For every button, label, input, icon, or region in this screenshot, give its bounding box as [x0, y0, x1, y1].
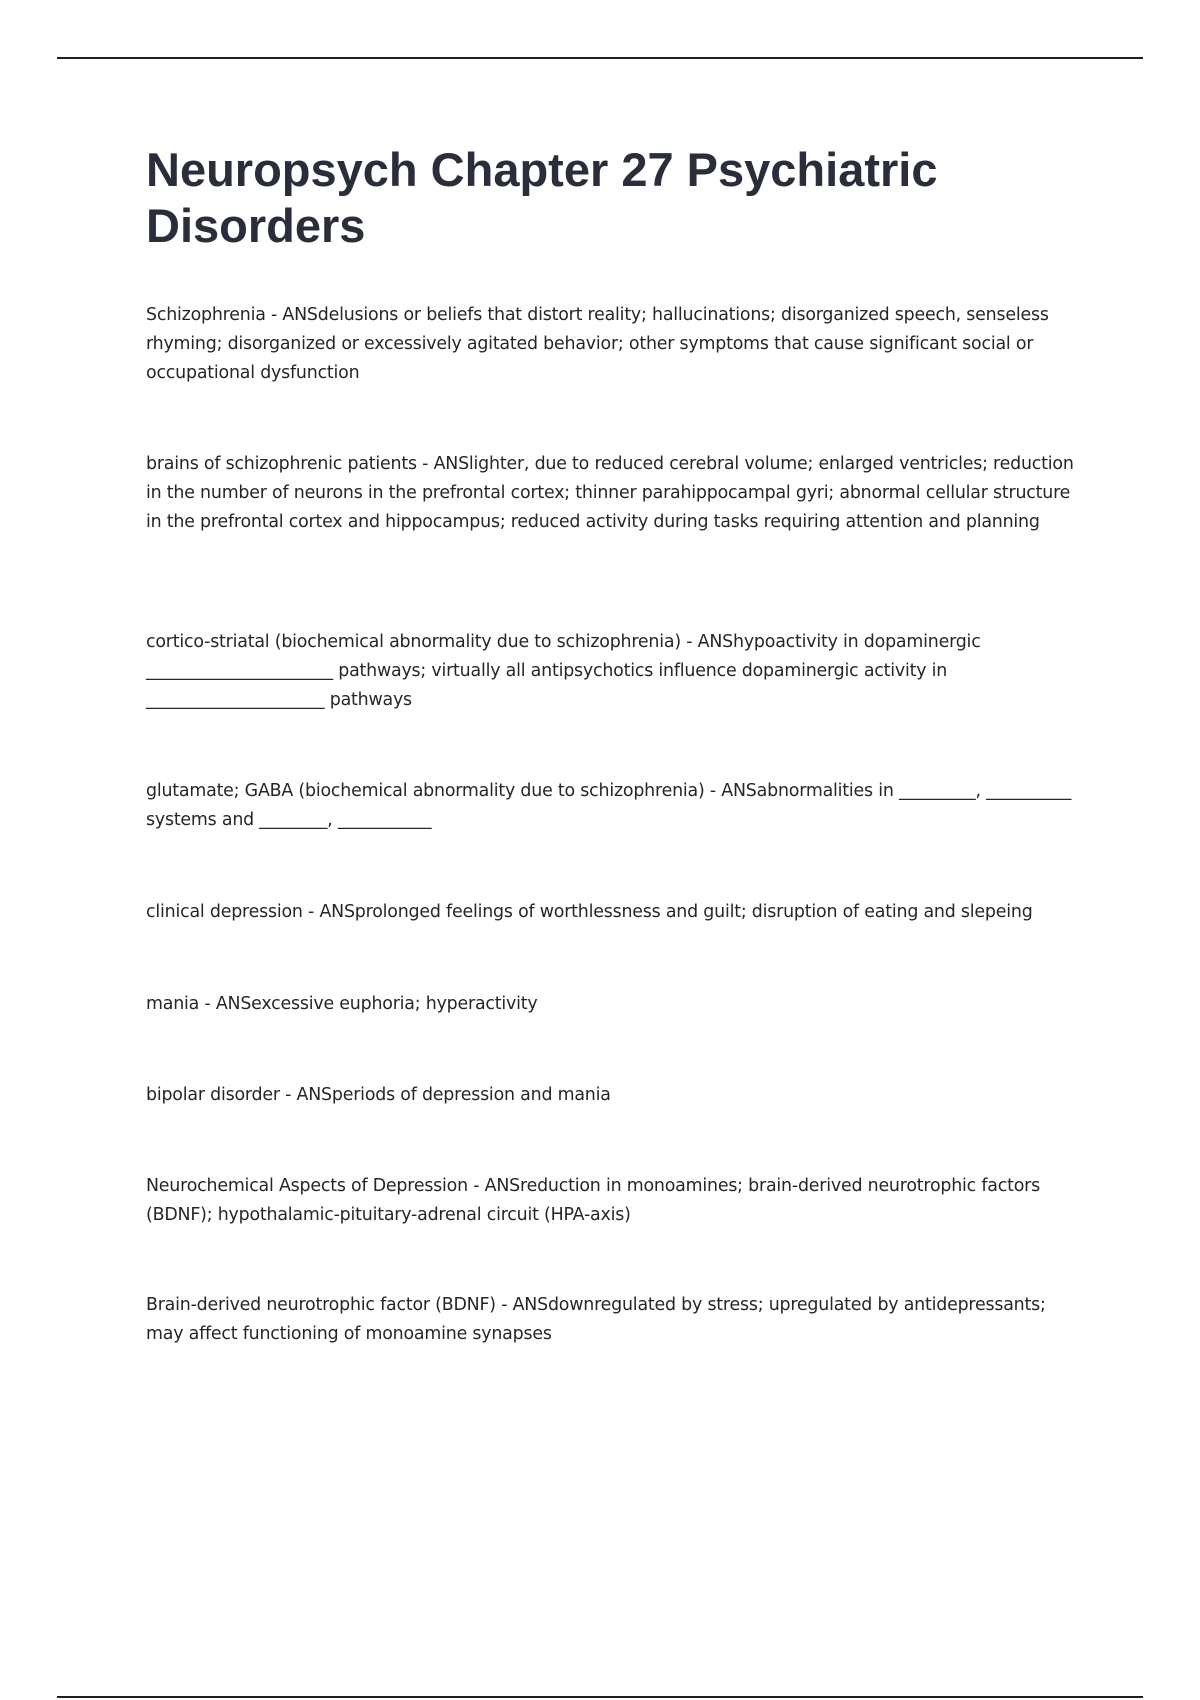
flashcard-entry-bdnf: Brain-derived neurotrophic factor (BDNF) - ANSdownregulated by stress; upregulated by antidepressants; may affect functioning of monoamine synapses — [146, 1295, 1046, 1344]
page-title: Neuropsych Chapter 27 Psychiatric Disorders — [146, 143, 938, 252]
flashcard-entry-mania: mania - ANSexcessive euphoria; hyperactivity — [146, 994, 538, 1014]
top-divider — [57, 57, 1143, 59]
flashcard-entry-schizophrenia: Schizophrenia - ANSdelusions or beliefs that distort reality; hallucinations; disorganized speech, senseless rhyming; disorganized or excessively agitated behavior; other symptoms that cause significant social or occupational dysfunction — [146, 305, 1049, 383]
flashcard-entry-cortico-striatal: cortico-striatal (biochemical abnormality due to schizophrenia) - ANShypoactivity in dopaminergic ______________________ pathways; virtually all antipsychotics influence dopaminergic activity in _____________________ pathways — [146, 632, 981, 710]
flashcard-entry-glutamate-gaba: glutamate; GABA (biochemical abnormality due to schizophrenia) - ANSabnormalities in _________, __________ systems and ________, ___________ — [146, 781, 1072, 830]
flashcard-entry-neurochemical-depression: Neurochemical Aspects of Depression - ANSreduction in monoamines; brain-derived neurotrophic factors (BDNF); hypothalamic-pituitary-adrenal circuit (HPA-axis) — [146, 1176, 1040, 1225]
bottom-divider — [57, 1696, 1143, 1698]
flashcard-entry-clinical-depression: clinical depression - ANSprolonged feelings of worthlessness and guilt; disruption of eating and slepeing — [146, 902, 1033, 922]
flashcard-entry-schizophrenic-brains: brains of schizophrenic patients - ANSlighter, due to reduced cerebral volume; enlarged ventricles; reduction in the number of neurons in the prefrontal cortex; thinner parahippocampal gyri; abnormal cellular structure in the prefrontal cortex and hippocampus; reduced activity during tasks requiring attention and planning — [146, 454, 1074, 532]
flashcard-entry-bipolar-disorder: bipolar disorder - ANSperiods of depression and mania — [146, 1085, 611, 1105]
